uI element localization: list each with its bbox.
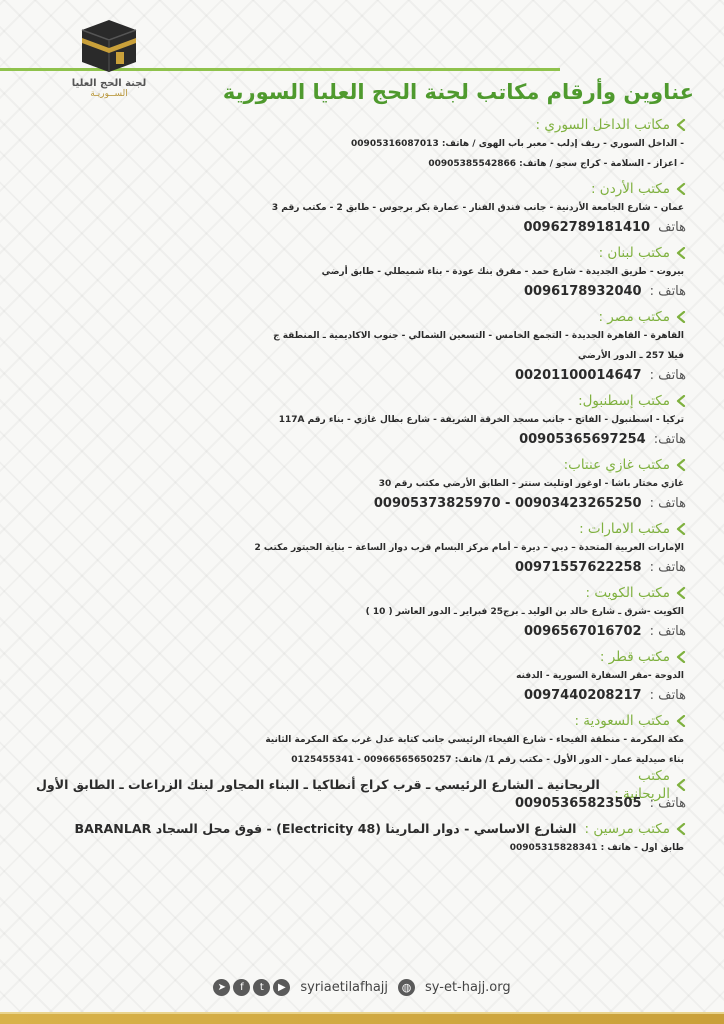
office-heading-label: مكاتب الداخل السوري : [535, 117, 670, 133]
office-section [36, 712, 686, 770]
office-address: - اعزاز - السلامة - كراج سجو / هاتف: 00905385542866 [428, 159, 684, 169]
office-heading-label: مكتب إسطنبول: [578, 393, 670, 409]
phone-label: هاتف : [649, 284, 686, 299]
office-heading [36, 648, 686, 666]
youtube-icon[interactable]: ▶ [273, 979, 290, 996]
chevron-icon [676, 523, 686, 535]
office-address: فيلا 257 ـ الدور الأرضي [577, 351, 684, 361]
office-heading [36, 712, 686, 730]
office-heading-label: مكتب مصر : [598, 309, 670, 325]
office-address: عمان - شارع الجامعة الأردنية - جانب فندق الفنار - عمارة بكر برجوس - طابق 2 - مكتب رقم 3 [271, 203, 684, 213]
website-link[interactable]: sy-et-hajj.org [425, 980, 511, 995]
office-heading-label: مكتب غازي عنتاب: [563, 457, 670, 473]
phone-row [36, 218, 686, 238]
chevron-icon [676, 119, 686, 131]
office-heading [36, 768, 686, 802]
globe-icon: ◍ [398, 979, 415, 996]
page-title: عناوين وأرقام مكاتب لجنة الحج العليا السورية [222, 80, 694, 104]
chevron-icon [676, 183, 686, 195]
office-section [36, 768, 686, 814]
office-heading [36, 820, 686, 838]
office-section [36, 648, 686, 706]
chevron-icon [676, 823, 686, 835]
office-section [36, 180, 686, 238]
kaaba-icon [78, 18, 140, 74]
office-address: الكويت -شرق ـ شارع خالد بن الوليد ـ برج25 فبراير ـ الدور العاشر ( 10 ) [365, 607, 684, 617]
office-address: الدوحة -مقر السفارة السورية - الدفنه [516, 671, 684, 681]
office-address: مكة المكرمة - منطقة الفيحاء - شارع الفيحاء الرئيسي جانب كتابة عدل غرب مكة المكرمة الثانية [265, 735, 684, 745]
office-heading-label: مكتب قطر : [599, 649, 670, 665]
chevron-icon [676, 651, 686, 663]
office-address: الإمارات العربية المتحدة – دبي – ديرة – أمام مركز البسام قرب دوار الساعة – بناية الحبتور مكتب 2 [254, 543, 684, 553]
phone-number[interactable]: 0096567016702 [524, 624, 642, 639]
bottom-bar [0, 1014, 724, 1024]
office-heading [36, 244, 686, 262]
office-heading [36, 392, 686, 410]
phone-row [36, 686, 686, 706]
offices-list [36, 116, 686, 864]
office-section [36, 820, 686, 858]
phone-number[interactable]: 00962789181410 [523, 220, 651, 235]
phone-number[interactable]: 00905365823505 [514, 796, 642, 811]
office-heading [36, 308, 686, 326]
social-handle[interactable]: syriaetilafhajj [300, 980, 389, 995]
phone-number[interactable]: 00201100014647 [514, 368, 642, 383]
office-address: غازي مختار باشا - اوغور اوتليت سنتر - الطابق الأرضي مكتب رقم 30 [378, 479, 684, 489]
chevron-icon [676, 715, 686, 727]
office-section [36, 244, 686, 302]
office-address: الشارع الاساسي - دوار المارينا (Electricity 48) - فوق محل السجاد BARANLAR [74, 821, 577, 836]
office-address: تركيا - اسطنبول - الفاتح - جانب مسجد الخرقة الشريفة - شارع بطال غازي - بناء رقم 117A [278, 415, 684, 425]
office-heading [36, 520, 686, 538]
phone-label: هاتف: [653, 432, 686, 447]
chevron-icon [676, 311, 686, 323]
office-section [36, 584, 686, 642]
phone-number[interactable]: 00903423265250 - 00905373825970 [373, 496, 642, 511]
office-heading-label: مكتب السعودية : [574, 713, 670, 729]
phone-label: هاتف : [649, 368, 686, 383]
office-heading [36, 456, 686, 474]
office-section [36, 392, 686, 450]
phone-row [36, 494, 686, 514]
phone-number[interactable]: 0096178932040 [524, 284, 642, 299]
phone-label: هاتف : [649, 624, 686, 639]
office-heading-label: مكتب الكويت : [585, 585, 670, 601]
office-address: - الداخل السوري - ريف إدلب - معبر باب الهوى / هاتف: 00905316087013 [351, 139, 684, 149]
phone-number[interactable]: 00905365697254 [519, 432, 646, 447]
office-section [36, 116, 686, 174]
chevron-icon [676, 459, 686, 471]
chevron-icon [676, 395, 686, 407]
office-section [36, 456, 686, 514]
chevron-icon [676, 587, 686, 599]
chevron-icon [676, 247, 686, 259]
office-address: طابق اول - هاتف : 00905315828341 [509, 843, 684, 853]
logo [49, 18, 169, 118]
phone-row [36, 430, 686, 450]
office-heading-label: مكتب الأردن : [590, 181, 670, 197]
chevron-icon [676, 779, 686, 791]
phone-row [36, 558, 686, 578]
office-section [36, 308, 686, 386]
office-heading-label: مكتب لبنان : [598, 245, 670, 261]
phone-row [36, 794, 686, 814]
office-address: بناء صيدلية عمار - الدور الأول - مكتب رقم 1/ هاتف: 00966565650257 - 0125455341 [291, 755, 684, 765]
logo-name: لجنة الحج العليا [71, 78, 147, 89]
phone-label: هاتف : [649, 496, 686, 511]
office-address: بيروت - طريق الجديدة - شارع حمد - مفرق بنك عودة - بناء شميطلي - طابق أرضي [321, 267, 684, 277]
office-section [36, 520, 686, 578]
twitter-icon[interactable]: t [253, 979, 270, 996]
office-heading [36, 180, 686, 198]
phone-label: هاتف : [649, 560, 686, 575]
phone-label: هاتف : [649, 796, 686, 811]
office-heading [36, 584, 686, 602]
office-heading-label: مكتب الريحانية : [614, 768, 670, 802]
phone-number[interactable]: 0097440208217 [524, 688, 642, 703]
phone-label: هاتف : [649, 688, 686, 703]
phone-label: هاتف [658, 220, 686, 235]
footer [0, 979, 724, 996]
office-heading [36, 116, 686, 134]
office-address: القاهرة - القاهرة الجديدة - التجمع الخامس - التسعين الشمالي - جنوب الاكاديمية ـ المنطقة ج [273, 331, 684, 341]
logo-subtitle: الســوريـة [90, 89, 128, 99]
phone-row [36, 622, 686, 642]
office-address: الريحانية ـ الشارع الرئيسي ـ قرب كراج أنطاكيا ـ البناء المجاور لبنك الزراعات ـ الطابق الأول [36, 777, 600, 792]
phone-row [36, 366, 686, 386]
phone-number[interactable]: 00971557622258 [514, 560, 642, 575]
facebook-icon[interactable]: f [233, 979, 250, 996]
phone-row [36, 282, 686, 302]
social-icons [213, 979, 290, 996]
office-heading-label: مكتب مرسين : [584, 821, 670, 837]
office-heading-label: مكتب الامارات : [579, 521, 670, 537]
telegram-icon[interactable]: ➤ [213, 979, 230, 996]
